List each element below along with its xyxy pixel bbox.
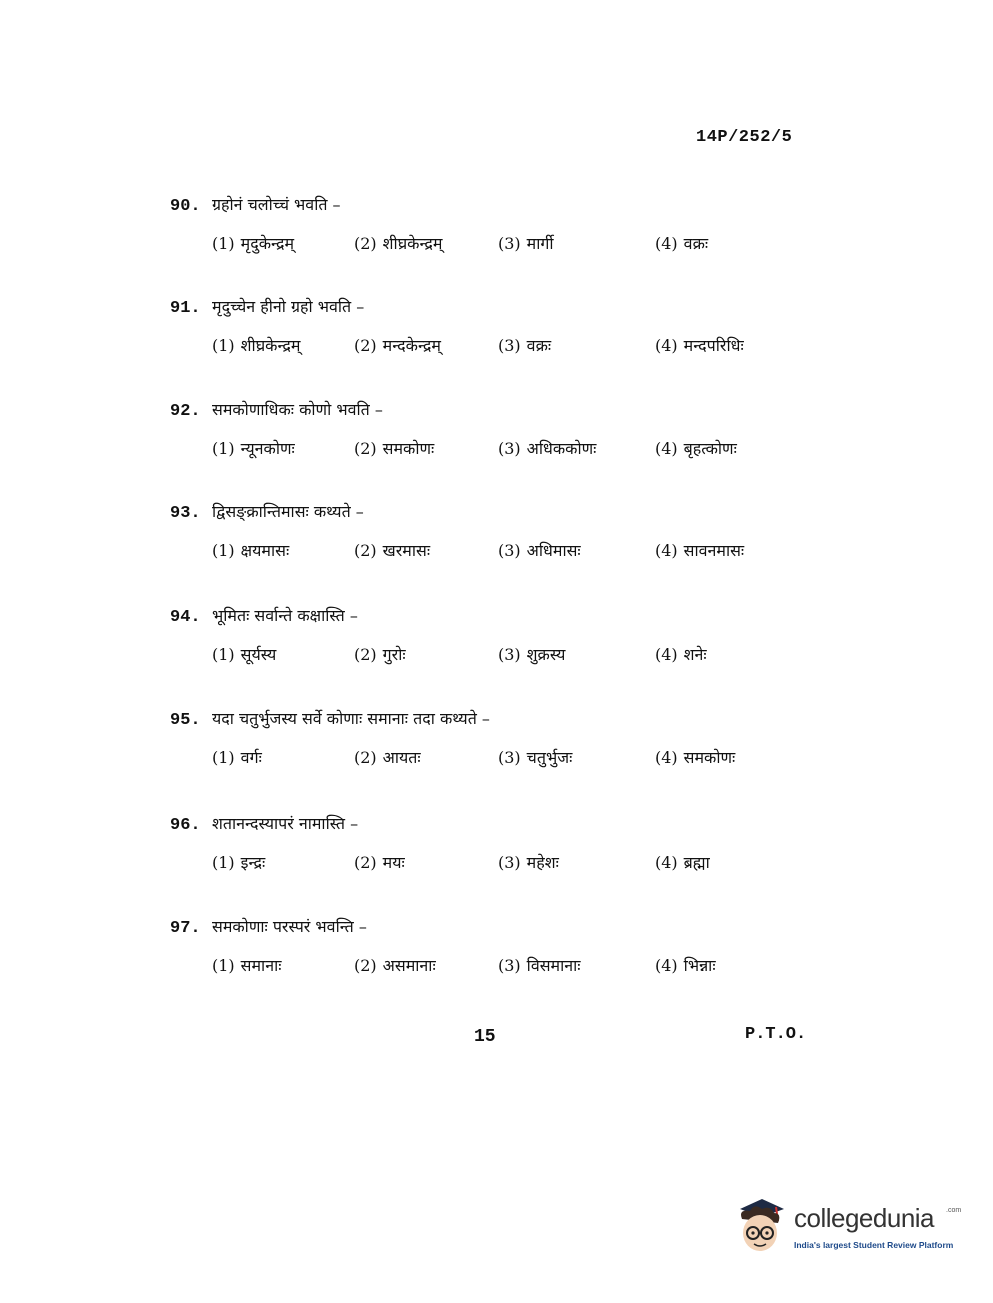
option-text: मार्गी	[526, 234, 554, 253]
answer-options	[170, 232, 830, 258]
option-number: (1)	[212, 748, 235, 767]
option-text: अधिककोणः	[526, 439, 597, 458]
answer-option-4	[655, 643, 707, 665]
question-block	[170, 915, 830, 980]
option-text: ब्रह्मा	[683, 853, 710, 872]
question-stem	[170, 500, 830, 523]
answer-option-3	[498, 539, 581, 561]
option-text: समानाः	[240, 956, 282, 975]
option-number: (2)	[354, 234, 377, 253]
option-number: (4)	[655, 956, 678, 975]
option-number: (4)	[655, 439, 678, 458]
question-block	[170, 707, 830, 772]
answer-option-3	[498, 954, 581, 976]
option-text: विसमानाः	[526, 956, 581, 975]
answer-options	[170, 437, 830, 463]
answer-option-2	[354, 851, 405, 873]
option-number: (2)	[354, 956, 377, 975]
option-number: (1)	[212, 439, 235, 458]
collegedunia-watermark	[732, 1195, 964, 1257]
question-block	[170, 604, 830, 669]
answer-option-1	[212, 334, 300, 356]
option-text: बृहत्कोणः	[683, 439, 737, 458]
question-block	[170, 398, 830, 463]
answer-option-2	[354, 539, 430, 561]
option-number: (2)	[354, 541, 377, 560]
option-number: (4)	[655, 336, 678, 355]
answer-option-1	[212, 954, 281, 976]
answer-option-2	[354, 437, 434, 459]
question-text: द्विसङ्क्रान्तिमासः कथ्यते –	[212, 502, 364, 521]
option-text: न्यूनकोणः	[240, 439, 295, 458]
option-number: (4)	[655, 645, 678, 664]
option-text: अधिमासः	[526, 541, 581, 560]
question-stem	[170, 398, 830, 421]
answer-options	[170, 334, 830, 360]
option-number: (3)	[498, 956, 521, 975]
answer-option-3	[498, 746, 572, 768]
answer-option-2	[354, 954, 436, 976]
option-text: आयतः	[382, 748, 421, 767]
option-number: (3)	[498, 853, 521, 872]
option-number: (1)	[212, 956, 235, 975]
question-block	[170, 193, 830, 258]
option-number: (2)	[354, 748, 377, 767]
option-number: (1)	[212, 336, 235, 355]
question-stem	[170, 915, 830, 938]
option-text: गुरोः	[382, 645, 406, 664]
option-text: वक्रः	[526, 336, 552, 355]
option-text: मयः	[382, 853, 405, 872]
answer-option-3	[498, 334, 551, 356]
question-text: यदा चतुर्भुजस्य सर्वे कोणाः समानाः तदा कथ्यते –	[212, 709, 490, 728]
option-number: (2)	[354, 439, 377, 458]
answer-option-1	[212, 746, 262, 768]
question-text: मृदुच्चेन हीनो ग्रहो भवति –	[212, 297, 365, 316]
answer-options	[170, 643, 830, 669]
pto-label: P.T.O.	[745, 1025, 807, 1044]
option-number: (2)	[354, 853, 377, 872]
option-text: मन्दकेन्द्रम्	[382, 336, 441, 355]
answer-option-4	[655, 437, 737, 459]
option-number: (3)	[498, 541, 521, 560]
answer-option-2	[354, 232, 442, 254]
option-number: (2)	[354, 645, 377, 664]
option-text: वर्गः	[240, 748, 262, 767]
option-number: (4)	[655, 234, 678, 253]
option-number: (2)	[354, 336, 377, 355]
answer-option-1	[212, 643, 276, 665]
option-number: (1)	[212, 645, 235, 664]
question-number: 92.	[170, 402, 201, 421]
question-block	[170, 500, 830, 565]
option-number: (4)	[655, 541, 678, 560]
option-text: मन्दपरिधिः	[683, 336, 744, 355]
option-number: (1)	[212, 853, 235, 872]
question-text: समकोणाधिकः कोणो भवति –	[212, 400, 383, 419]
question-number: 95.	[170, 711, 201, 730]
option-text: मृदुकेन्द्रम्	[240, 234, 295, 253]
question-block	[170, 295, 830, 360]
option-number: (3)	[498, 234, 521, 253]
answer-option-2	[354, 334, 441, 356]
answer-option-4	[655, 954, 716, 976]
option-number: (1)	[212, 541, 235, 560]
mascot-logo-icon	[732, 1195, 790, 1257]
question-stem	[170, 707, 830, 730]
answer-option-3	[498, 851, 559, 873]
question-text: भूमितः सर्वान्ते कक्षास्ति –	[212, 606, 358, 625]
question-number: 93.	[170, 504, 201, 523]
logo-domain: .com	[946, 1207, 962, 1214]
question-stem	[170, 812, 830, 835]
option-number: (4)	[655, 853, 678, 872]
logo-tagline: India's largest Student Review Platform	[794, 1240, 954, 1250]
option-text: खरमासः	[382, 541, 431, 560]
answer-option-3	[498, 643, 565, 665]
question-number: 91.	[170, 299, 201, 318]
option-text: शीघ्रकेन्द्रम्	[382, 234, 443, 253]
question-text: समकोणाः परस्परं भवन्ति –	[212, 917, 367, 936]
answer-option-4	[655, 539, 744, 561]
option-number: (3)	[498, 439, 521, 458]
answer-options	[170, 539, 830, 565]
option-number: (4)	[655, 748, 678, 767]
answer-option-4	[655, 746, 735, 768]
question-number: 96.	[170, 816, 201, 835]
question-number: 97.	[170, 919, 201, 938]
option-number: (3)	[498, 645, 521, 664]
answer-options	[170, 851, 830, 877]
option-text: समकोणः	[683, 748, 736, 767]
option-text: महेशः	[526, 853, 559, 872]
option-text: सावनमासः	[683, 541, 745, 560]
answer-option-2	[354, 643, 406, 665]
answer-option-3	[498, 232, 554, 254]
question-block	[170, 812, 830, 877]
option-text: शुक्रस्य	[526, 645, 566, 664]
answer-option-1	[212, 232, 294, 254]
option-text: शनेः	[683, 645, 707, 664]
option-text: असमानाः	[382, 956, 436, 975]
answer-option-1	[212, 539, 289, 561]
question-number: 90.	[170, 197, 201, 216]
paper-code: 14P/252/5	[696, 128, 793, 147]
option-text: सूर्यस्य	[240, 645, 277, 664]
question-stem	[170, 295, 830, 318]
answer-option-3	[498, 437, 596, 459]
answer-options	[170, 746, 830, 772]
answer-option-4	[655, 851, 710, 873]
option-text: इन्द्रः	[240, 853, 266, 872]
question-text: ग्रहोनं चलोच्चं भवति –	[212, 195, 341, 214]
option-text: चतुर्भुजः	[526, 748, 573, 767]
question-stem	[170, 193, 830, 216]
option-text: वक्रः	[683, 234, 709, 253]
option-number: (1)	[212, 234, 235, 253]
logo-brand-name: collegedunia	[794, 1203, 935, 1233]
question-number: 94.	[170, 608, 201, 627]
option-number: (3)	[498, 336, 521, 355]
page-number: 15	[474, 1027, 496, 1047]
option-text: भिन्नाः	[683, 956, 716, 975]
answer-options	[170, 954, 830, 980]
option-number: (3)	[498, 748, 521, 767]
answer-option-1	[212, 437, 295, 459]
option-text: शीघ्रकेन्द्रम्	[240, 336, 301, 355]
option-text: समकोणः	[382, 439, 435, 458]
option-text: क्षयमासः	[240, 541, 290, 560]
answer-option-4	[655, 334, 744, 356]
question-text: शतानन्दस्यापरं नामास्ति –	[212, 814, 359, 833]
answer-option-1	[212, 851, 265, 873]
question-stem	[170, 604, 830, 627]
answer-option-2	[354, 746, 421, 768]
answer-option-4	[655, 232, 708, 254]
